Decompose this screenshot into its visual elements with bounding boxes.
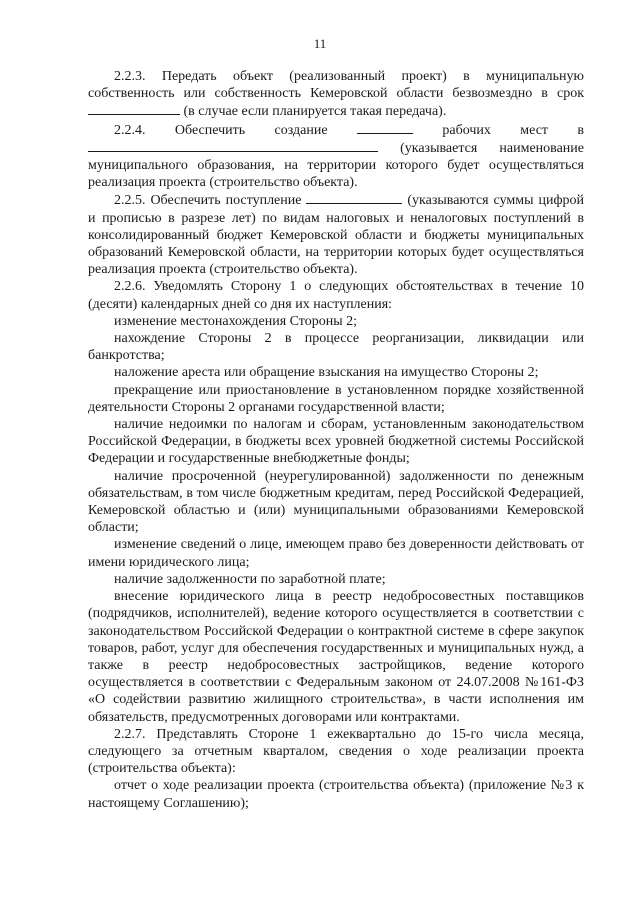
page-number: 11: [313, 36, 327, 51]
clause-text: Представлять Стороне 1 ежеквартально до 15-го числа месяца, следующего за отчетным кварталом, сведения о ходе реализации проекта (строительства объекта):: [88, 726, 585, 777]
clause-text: рабочих мест в: [442, 122, 585, 138]
blank-line: [88, 139, 378, 152]
clause-2-2-3: [88, 68, 584, 121]
clause-text: (в случае если планируется такая передача).: [183, 104, 447, 120]
clause-number: 2.2.5.: [114, 193, 146, 209]
list-item: нахождение Стороны 2 в процессе реорганизации, ликвидации или банкротства;: [88, 331, 584, 364]
list-item: изменение местонахождения Стороны 2;: [114, 313, 358, 329]
blank-line: [88, 102, 180, 115]
clause-number: 2.2.3.: [114, 69, 146, 84]
clause-2-2-4: [88, 121, 584, 192]
list-item: внесение юридического лица в реестр недобросовестных поставщиков (подрядчиков, исполнителей), ведение которого осуществляется в соответствии с законодательством Российской Федерации о контрактной системе в сфере закупок товаров, работ, услуг для обеспечения государственных и муниципальных нужд, а также в реестр недобросовестных застройщиков, ведение которого осуществляется в соответствии с Федеральным законом от 24.07.2008 №161-ФЗ «О содействии развитию жилищного строительства», в части исполнения им обязательств, предусмотренных договорами или контрактами.: [88, 589, 584, 725]
clause-number: 2.2.7.: [114, 726, 146, 742]
clause-text: (указываются суммы цифрой и прописью в разрезе лет) по видам налоговых и неналоговых поступлений в консолидированный бюджет Кемеровской области и бюджеты муниципальных образований Кемеровской области, на территории которых будет осуществляться реализация проекта (строительство объекта).: [88, 193, 585, 278]
clause-number: 2.2.4.: [114, 122, 146, 138]
list-item: прекращение или приостановление в установленном порядке хозяйственной деятельности Стороны 2 органами государственной власти;: [88, 382, 584, 415]
list-item: наличие просроченной (неурегулированной) задолженности по денежным обязательствам, в том числе бюджетным кредитам, перед Российской Федерацией, Кемеровской областью и (или) муниципальными образованиями Кемеровской области;: [88, 468, 584, 536]
blank-line: [306, 191, 402, 204]
list-item: отчет о ходе реализации проекта (строительства объекта) (приложение №3 к настоящему Соглашению);: [88, 778, 584, 811]
clause-text: Обеспечить создание: [174, 122, 328, 138]
list-item: наличие недоимки по налогам и сборам, установленным законодательством Российской Федерации, в бюджеты всех уровней бюджетной системы Российской Федерации и государственные внебюджетные фонды;: [88, 417, 584, 467]
document-body: [88, 68, 584, 812]
clause-text: Уведомлять Сторону 1 о следующих обстоятельствах в течение 10 (десяти) календарных дней со дня их наступления:: [88, 279, 584, 312]
clause-text: Обеспечить поступление: [150, 193, 302, 209]
clause-2-2-6: [88, 278, 584, 312]
clause-2-2-7: [88, 726, 584, 778]
list-item: наложение ареста или обращение взыскания на имущество Стороны 2;: [114, 365, 539, 381]
list-item: наличие задолженности по заработной плате;: [114, 571, 386, 587]
clause-2-2-5: [88, 191, 584, 278]
blank-line: [357, 121, 413, 134]
clause-text: (указывается наименование муниципального образования, на территории которого будет осуществляться реализация проекта (строительство объекта).: [88, 140, 584, 191]
list-item: изменение сведений о лице, имеющем право без доверенности действовать от имени юридического лица;: [88, 537, 584, 570]
clause-number: 2.2.6.: [114, 279, 146, 295]
clause-text: Передать объект (реализованный проект) в муниципальную собственность или собственность Кемеровской области безвозмездно в срок: [88, 69, 585, 102]
